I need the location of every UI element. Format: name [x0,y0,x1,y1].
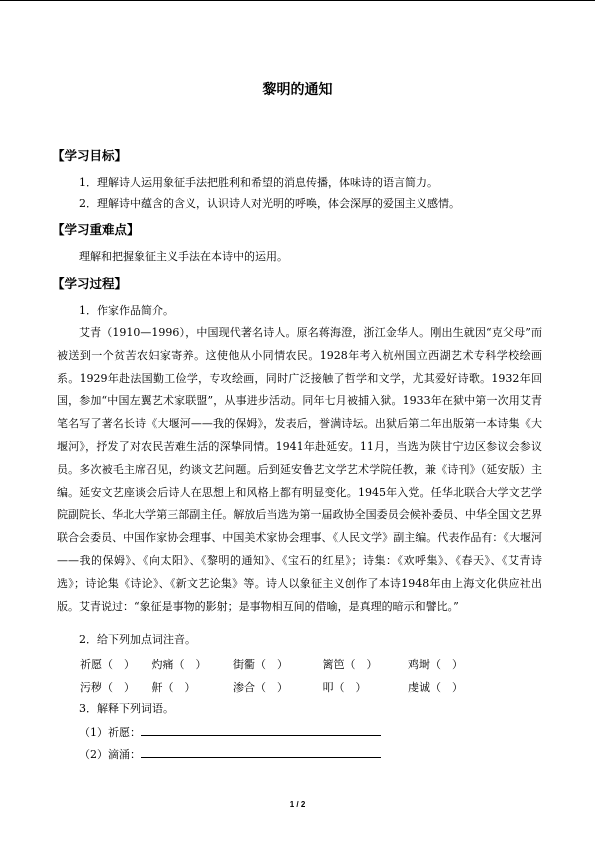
answer-line[interactable] [141,747,381,758]
pinyin-item: 渗合（ ） [233,681,288,694]
pinyin-item: 鸡埘（ ） [408,658,463,671]
pinyin-item: 虔诚（ ） [408,681,463,694]
term-label: （2）滴涌： [79,748,141,761]
author-bio-paragraph: 艾青（1910—1996），中国现代著名诗人。原名蒋海澄，浙江金华人。刚出生就因“克父母”而被送到一个贫苦农妇家寄养。这使他从小同情农民。1928年考入杭州国立西湖艺术专科学校绘画系。1929年赴法国勤工俭学，专攻绘画，同时广泛接触了哲学和文学，尤其爱好诗歌。1932年回国，参加“中国左翼艺术家联盟”，从事进步活动。同年七月被捕入狱。1933年在狱中第一次用艾青笔名写了著名长诗《大堰河——我的保姆》，发表后，誉满诗坛。出狱后第二年出版第一本诗集《大堰河》，抒发了对农民苦难生活的深挚同情。1941年赴延安。11月，当选为陕甘宁边区参议会参议员。多次被毛主席召见，约谈文艺问题。后到延安鲁艺文学艺术学院任教，兼《诗刊》（延安版）主编。延安文艺座谈会后诗人在思想上和风格上都有明显变化。1945年入党。任华北联合大学文艺学院副院长、华北大学第三部副主任。解放后当选为第一届政协全国委员会候补委员、中华全国文艺界联合会委员、中国作家协会理事、中国美术家协会理事、《人民文学》副主编。代表作品有：《大堰河——我的保姆》、《向太阳》、《黎明的通知》、《宝石的红星》；诗集：《欢呼集》、《春天》、《艾青诗选》；诗论集《诗论》、《新文艺论集》等。诗人以象征主义创作了本诗1948年由上海文化供应社出版。艾青说过：“象征是事物的影射；是事物相互间的借喻，是真理的暗示和譬比。” [57,326,542,613]
step-1-label: 1．作家作品简介。 [79,304,174,317]
page-title: 黎明的通知 [262,82,333,98]
pinyin-item: 污秽（ ） [80,681,135,694]
goal-item: 2．理解诗中蕴含的含义，认识诗人对光明的呼唤，体会深厚的爱国主义感情。 [79,197,460,210]
pinyin-item: 街衢（ ） [233,658,288,671]
pinyin-item: 灼痛（ ） [151,658,207,671]
goals-heading: 【学习目标】 [52,148,128,163]
term-label: （1）祈愿： [79,726,141,739]
process-heading: 【学习过程】 [52,276,128,291]
page-number: 1 / 2 [289,800,306,809]
answer-line[interactable] [141,725,381,736]
term-1-row [79,725,381,740]
pinyin-item: 篱笆（ ） [322,658,378,671]
key-points-heading: 【学习重难点】 [52,222,140,237]
step-3-label: 3．解释下列词语。 [79,702,174,715]
top-rule [0,0,595,1]
pinyin-row-1 [80,656,463,672]
pinyin-item: 叩（ ） [322,681,367,694]
pinyin-item: 祈愿（ ） [80,658,135,671]
pinyin-row-2 [80,679,463,695]
goal-item: 1．理解诗人运用象征手法把胜利和希望的消息传播，体味诗的语言简力。 [79,176,438,189]
step-2-label: 2．给下列加点词注音。 [79,633,196,646]
term-2-row [79,747,381,762]
pinyin-item: 鼾（ ） [151,681,196,694]
key-points-text: 理解和把握象征主义手法在本诗中的运用。 [79,250,288,263]
